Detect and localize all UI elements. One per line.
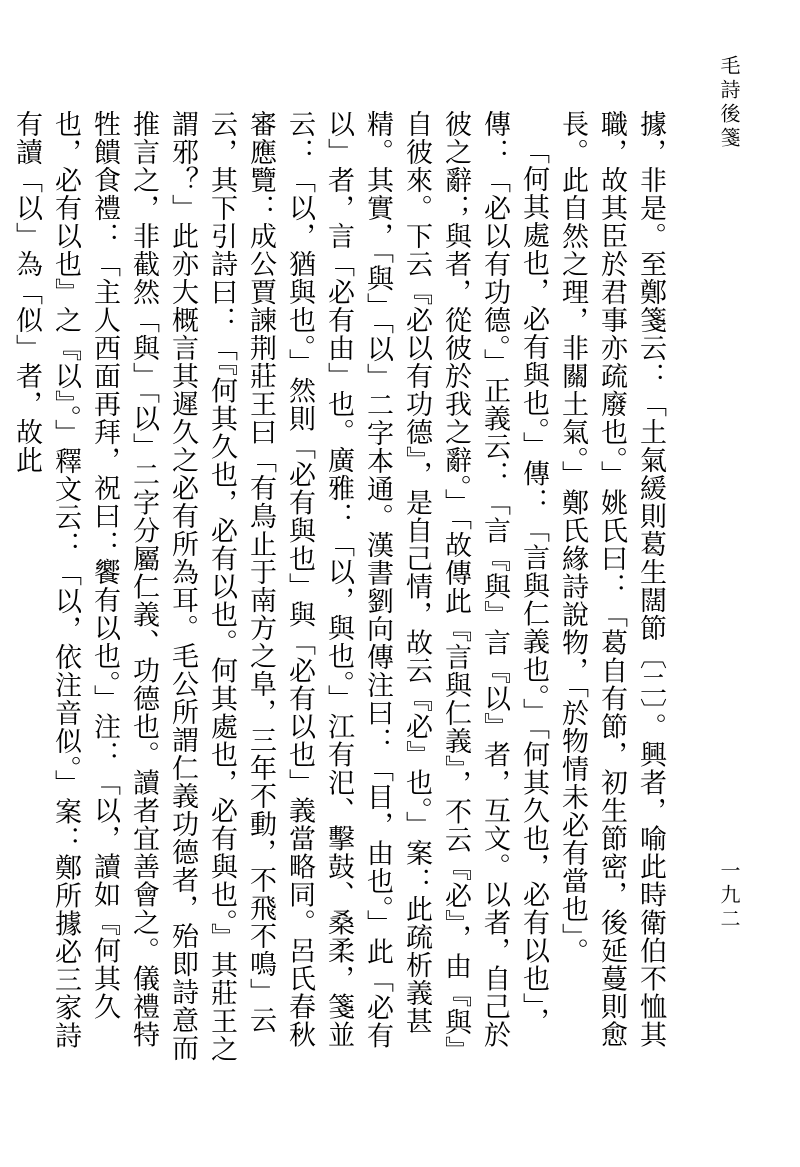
main-text <box>11 110 670 1070</box>
page-number: 一九二 <box>717 860 741 932</box>
running-title: 毛詩後箋 <box>717 55 741 151</box>
paragraph: 「何其處也，必有與也。」傳：「言與仁義也。」「何其久也，必有以也」，傳：「必以有功德。」正義云：「言『與』言『以』者，互文。以者，自己於彼之辭；與者，從彼於我之辭。」「故傳此『言與仁義』，不云『必』，由『與』自彼來。下云『必以有功德』，是自己情，故云『必』也。」案：此疏析義甚精。其實，「與」「以」二字本通。漢書劉向傳注曰：「目，由也。」此「必有以」者，言「必有由」也。廣雅：「以，與也。」江有汜、擊鼓、桑柔，箋並云：「以，猶與也。」然則「必有與也」與「必有以也」義當略同。呂氏春秋審應覽：成公賈諫荆莊王曰「有鳥止于南方之阜，三年不動，不飛不鳴」云云，其下引詩曰：「『何其久也，必有以也。何其處也，必有與也。』其莊王之謂邪？」此亦大概言其遲久之必有所為耳。毛公所謂仁義功德者，殆即詩意而推言之，非截然「與」「以」二字分屬仁義、功德也。讀者宜善會之。儀禮特牲饋食禮：「主人西面再拜，祝曰：饗有以也。」注：「以，讀如『何其久也，必有以也』之『以』。」釋文云：「以，依注音似。」案：鄭所據必三家詩有讀「以」為「似」者，故此 <box>11 110 549 1064</box>
paragraph: 據，非是。至鄭箋云：「土氣緩則葛生闊節〔二〕。興者，喻此時衛伯不恤其職，故其臣於君事亦疏廢也。」姚氏曰：「葛自有節，初生節密，後延蔓則愈長。此自然之理，非關土氣。」鄭氏緣詩說物，「於物情未必有當也」。 <box>557 110 666 1049</box>
